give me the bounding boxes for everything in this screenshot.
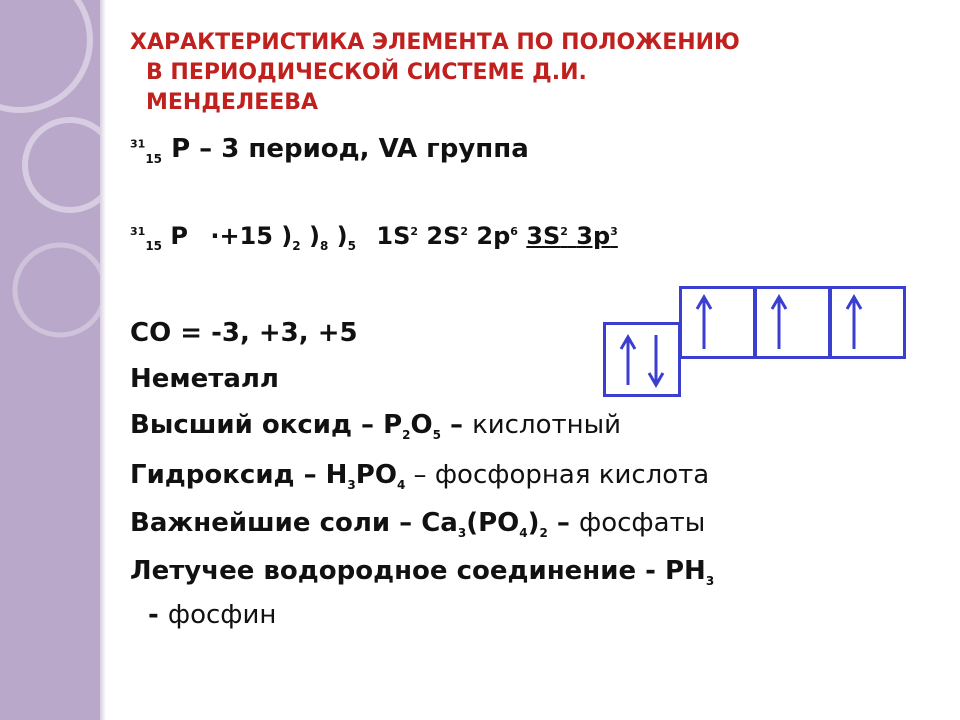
- period-group-line: [130, 134, 529, 166]
- config-3s: 3S: [526, 222, 561, 250]
- electron-config-line: $^{31}_{15}$ P ·+15 )$_2$ )$_8$ )$_5$ $1S^2$ $2S^2$ $2p^6$ $3S^2$ $3p^3$: [130, 222, 618, 253]
- hydride-label: Летучее водородное соединение - PH: [130, 556, 706, 586]
- oxidation-states: CO = -3, +3, +5: [130, 318, 358, 348]
- hydride-sub: 3: [705, 574, 715, 589]
- orbital-3s-box: [603, 322, 681, 397]
- shell-prefix: ·+15 ): [210, 222, 293, 250]
- slide-title: [130, 28, 910, 118]
- oxide-description: кислотный: [472, 410, 622, 440]
- title-line-2: В ПЕРИОДИЧЕСКОЙ СИСТЕМЕ Д.И.: [146, 60, 587, 85]
- config-3s-exp: 2: [560, 225, 568, 238]
- mass-number: 31: [130, 137, 146, 151]
- higher-oxide-label: Высший оксид – P: [130, 410, 403, 440]
- hydroxide-sub-2: 4: [396, 478, 406, 493]
- hydroxide-description: – фосфорная кислота: [405, 460, 710, 490]
- up-arrow-icon: [832, 289, 903, 356]
- sidebar-edge: [100, 0, 106, 720]
- element-symbol: P: [170, 222, 188, 250]
- salts-line: [130, 508, 705, 540]
- shell-2-count: 8: [319, 238, 329, 253]
- config-2s: 2S: [426, 222, 461, 250]
- salts-sub-1: 3: [457, 526, 467, 541]
- hydroxide-mid: PO: [355, 460, 397, 490]
- salts-sub-2: 4: [519, 526, 528, 541]
- config-1s-exp: 2: [410, 225, 419, 238]
- title-line-3: МЕНДЕЛЕЕВА: [146, 90, 319, 115]
- mass-number: 31: [130, 225, 146, 238]
- decorative-sidebar: [0, 0, 100, 720]
- salts-dash: –: [547, 508, 579, 538]
- salts-description: фосфаты: [578, 508, 706, 538]
- up-arrow-icon: [757, 289, 828, 356]
- config-3p-exp: 3: [610, 225, 618, 238]
- salts-close: ): [527, 508, 540, 538]
- oxide-sub-1: 2: [402, 428, 411, 443]
- config-2p-exp: 6: [510, 225, 518, 238]
- higher-oxide-line: [130, 410, 621, 442]
- up-arrow-icon: [682, 289, 753, 356]
- config-3p: 3p: [576, 222, 611, 250]
- hydride-name-line: [148, 600, 276, 630]
- title-line-1: ХАРАКТЕРИСТИКА ЭЛЕМЕНТА ПО ПОЛОЖЕНИЮ: [130, 30, 740, 55]
- salts-sub-3: 2: [539, 526, 548, 541]
- hydroxide-sub-1: 3: [347, 478, 356, 493]
- config-1s: 1S: [376, 222, 411, 250]
- orbital-3p-box-2: [754, 286, 831, 359]
- oxide-mid: O: [410, 410, 433, 440]
- oxide-dash: –: [440, 410, 473, 440]
- oxide-sub-2: 5: [432, 428, 441, 443]
- config-2s-exp: 2: [460, 225, 469, 238]
- valence-config: [526, 222, 618, 250]
- atomic-number: 15: [145, 238, 163, 253]
- atomic-number: 15: [145, 152, 163, 167]
- salts-label: Важнейшие соли – Ca: [130, 508, 458, 538]
- hydride-description: фосфин: [167, 600, 277, 630]
- orbital-3p-box-3: [829, 286, 906, 359]
- hydride-dash: -: [148, 600, 168, 630]
- up-down-arrows-icon: [606, 325, 678, 394]
- hydride-line: [130, 556, 714, 588]
- sidebar-circles-decoration: [0, 0, 100, 720]
- hydroxide-label: Гидроксид – H: [130, 460, 348, 490]
- config-2p: 2p: [476, 222, 511, 250]
- shell-1-count: 2: [292, 238, 301, 253]
- hydroxide-line: [130, 460, 709, 492]
- shell-3-count: 5: [347, 238, 357, 253]
- period-group-text: P – 3 период, VA группа: [171, 134, 529, 164]
- salts-mid: (PO: [466, 508, 520, 538]
- element-type: Неметалл: [130, 364, 279, 394]
- orbital-3p-box-1: [679, 286, 756, 359]
